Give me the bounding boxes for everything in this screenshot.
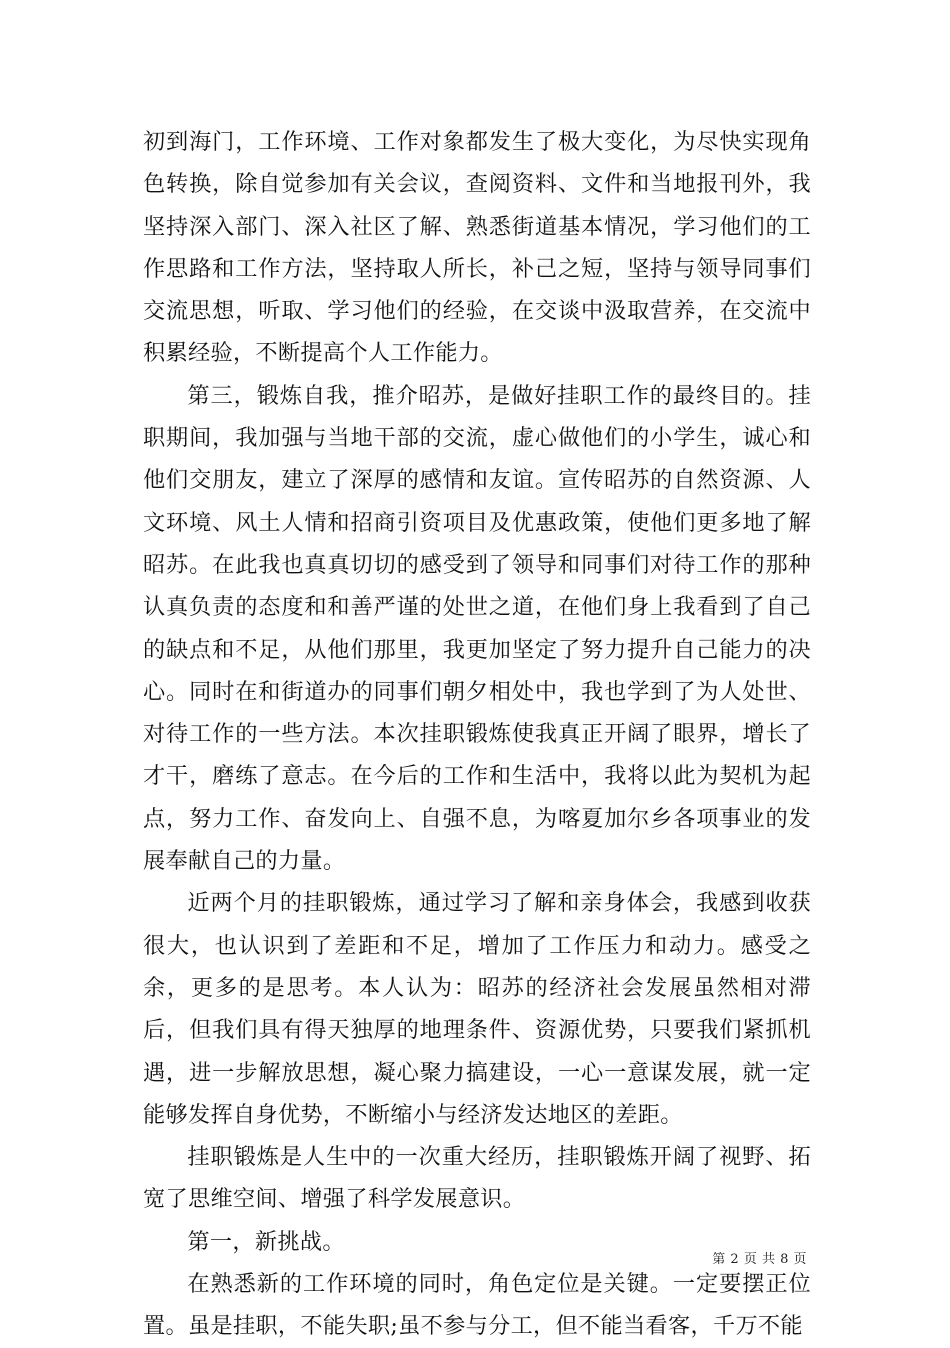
- paragraph-2: 第三，锻炼自我，推介昭苏，是做好挂职工作的最终目的。挂职期间，我加强与当地干部的交流，虚心做他们的小学生，诚心和他们交朋友，建立了深厚的感情和友谊。宣传昭苏的自然资源、人文环境、风土人情和招商引资项目及优惠政策，使他们更多地了解昭苏。在此我也真真切切的感受到了领导和同事们对待工作的那种认真负责的态度和和善严谨的处世之道，在他们身上我看到了自己的缺点和不足，从他们那里，我更加坚定了努力提升自己能力的决心。同时在和街道办的同事们朝夕相处中，我也学到了为人处世、对待工作的一些方法。本次挂职锻炼使我真正开阔了眼界，增长了才干，磨练了意志。在今后的工作和生活中，我将以此为契机为起点，努力工作、奋发向上、自强不息，为喀夏加尔乡各项事业的发展奉献自己的力量。: [143, 382, 811, 875]
- paragraph-4: 挂职锻炼是人生中的一次重大经历，挂职锻炼开阔了视野、拓宽了思维空间、增强了科学发展意识。: [143, 1144, 811, 1213]
- paragraph-5: 第一，新挑战。: [187, 1228, 345, 1255]
- paragraph-3: 近两个月的挂职锻炼，通过学习了解和亲身体会，我感到收获很大，也认识到了差距和不足，增加了工作压力和动力。感受之余，更多的是思考。本人认为：昭苏的经济社会发展虽然相对滞后，但我们具有得天独厚的地理条件、资源优势，只要我们紧抓机遇，进一步解放思想，凝心聚力搞建设，一心一意谋发展，就一定能够发挥自身优势，不断缩小与经济发达地区的差距。: [143, 890, 811, 1128]
- paragraph-1: 初到海门，工作环境、工作对象都发生了极大变化，为尽快实现角色转换，除自觉参加有关会议，查阅资料、文件和当地报刊外，我坚持深入部门、深入社区了解、熟悉街道基本情况，学习他们的工作思路和工作方法，坚持取人所长，补己之短，坚持与领导同事们交流思想，听取、学习他们的经验，在交谈中汲取营养，在交流中积累经验，不断提高个人工作能力。: [143, 129, 811, 367]
- paragraph-6: 在熟悉新的工作环境的同时，角色定位是关键。一定要摆正位置。虽是挂职，不能失职;虽不参与分工，但不能当看客，千万不能: [143, 1271, 811, 1340]
- page-number: 第 2 页 共 8 页: [712, 1252, 807, 1267]
- document-body: [143, 121, 811, 1348]
